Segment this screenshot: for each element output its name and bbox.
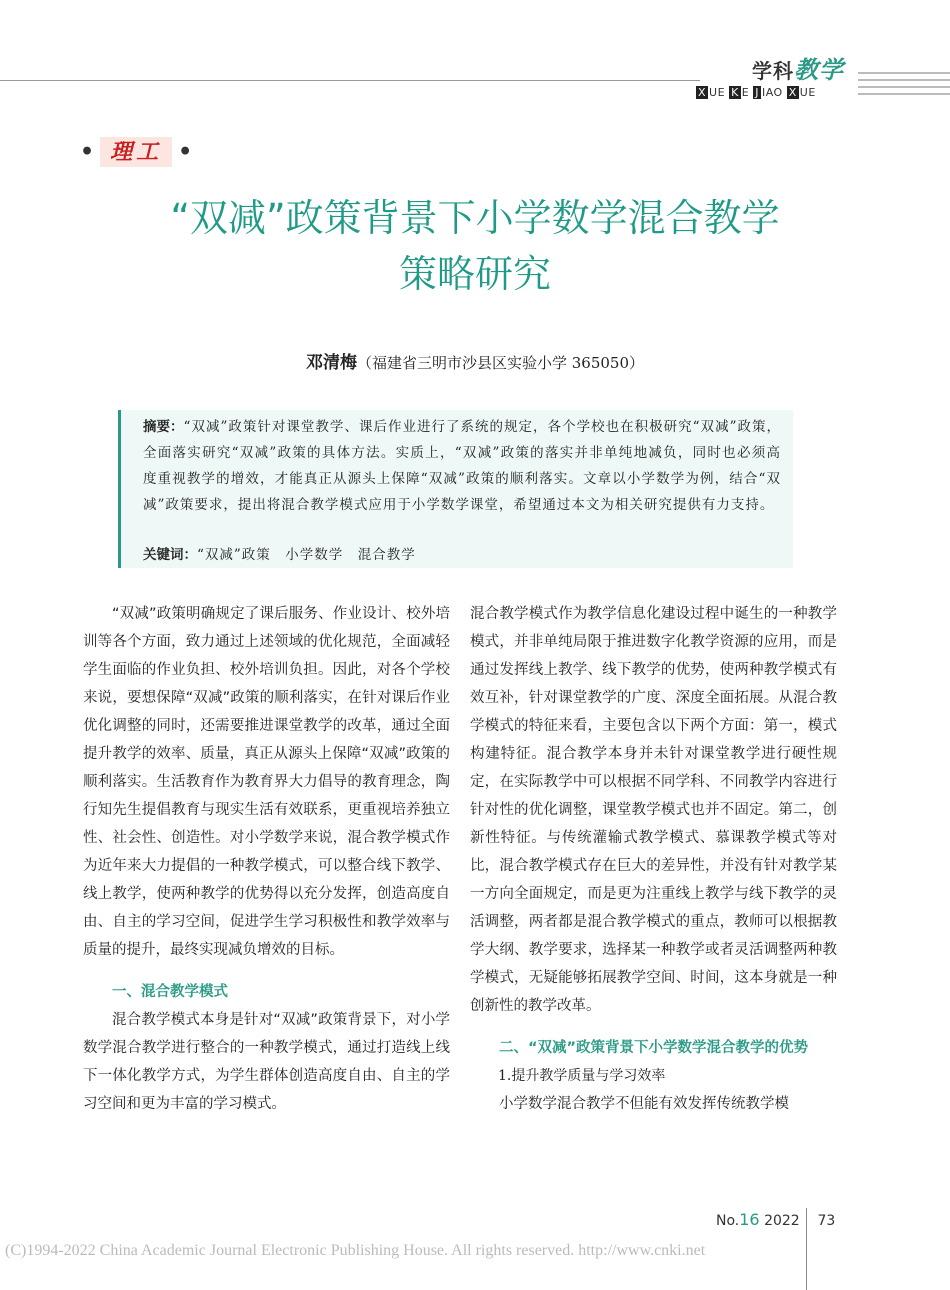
journal-brand bbox=[752, 50, 844, 85]
issue-year: 2022 bbox=[764, 1213, 800, 1229]
header-rule bbox=[0, 80, 700, 81]
brand-part1: 学科 bbox=[752, 59, 794, 83]
author-line bbox=[0, 348, 950, 373]
paragraph: 混合教学模式本身是针对“双减”政策背景下，对小学数学混合教学进行整合的一种教学模式，通过打造线上线下一体化教学方式，为学生群体创造高度自由、自主的学习空间和更为丰富的学习模式。 bbox=[83, 1012, 450, 1112]
issue-prefix: No. bbox=[716, 1213, 740, 1229]
brand-pinyin bbox=[696, 86, 816, 99]
body-left-column bbox=[83, 600, 450, 1118]
issue-number: 16 bbox=[739, 1210, 760, 1229]
keywords bbox=[143, 542, 416, 568]
paragraph: “双减”政策明确规定了课后服务、作业设计、校外培训等各个方面，致力通过上述领域的优化规范，全面减轻学生面临的作业负担、校外培训负担。因此，对各个学校来说，要想保障“双减”政策的顺利落实，在针对课后作业优化调整的同时，还需要推进课堂教学的改革，通过全面提升教学的效率、质量，真正从源头上保障“双减”政策的顺利落实。生活教育作为教育界大力倡导的教育理念，陶行知先生提倡教育与现实生活有效联系，更重视培养独立性、社会性、创造性。对小学数学来说，混合教学模式作为近年来大力提倡的一种教学模式，可以整合线下教学、线上教学，使两种教学的优势得以充分发挥，创造高度自由、自主的学习空间，促进学生学习积极性和教学效率与质量的提升，最终实现减负增效的目标。 bbox=[83, 606, 450, 958]
pinyin-rest: IAO bbox=[761, 86, 783, 99]
subsection-heading: 1.提升教学质量与学习效率 bbox=[498, 1068, 666, 1084]
pinyin-rest: UE bbox=[709, 86, 726, 99]
section-tag bbox=[80, 135, 192, 166]
copyright-watermark: (C)1994-2022 China Academic Journal Electronic Publishing House. All rights reserved. http://www.cnki.net bbox=[5, 1242, 706, 1259]
abstract-label: 摘要： bbox=[143, 419, 184, 435]
pinyin-box: J bbox=[755, 86, 759, 99]
pinyin-rest: E bbox=[741, 86, 750, 99]
pinyin-rest: UE bbox=[799, 86, 816, 99]
section-heading: 二、“双减”政策背景下小学数学混合教学的优势 bbox=[499, 1040, 809, 1056]
page-number: 73 bbox=[817, 1213, 836, 1229]
author-affiliation: （福建省三明市沙县区实验小学 365050） bbox=[356, 354, 645, 372]
author-name: 邓清梅 bbox=[305, 353, 357, 373]
paragraph: 小学数学混合教学不但能有效发挥传统教学模 bbox=[499, 1096, 789, 1112]
section-tag-label: 理工 bbox=[100, 137, 172, 167]
bullet-icon: • bbox=[178, 139, 193, 165]
brand-decor-lines bbox=[858, 72, 950, 100]
bullet-icon: • bbox=[80, 139, 95, 165]
title-line-2: 策略研究 bbox=[398, 252, 551, 296]
pinyin-box: K bbox=[731, 86, 739, 99]
pinyin-box: X bbox=[698, 86, 707, 99]
paragraph: 混合教学模式作为教学信息化建设过程中诞生的一种教学模式，并非单纯局限于推进数字化教学资源的应用，而是通过发挥线上教学、线下教学的优势，使两种教学模式有效互补，针对课堂教学的广度、深度全面拓展。从混合教学模式的特征来看，主要包含以下两个方面：第一，模式构建特征。混合教学本身并未针对课堂教学进行硬性规定，在实际教学中可以根据不同学科、不同教学内容进行针对性的优化调整，课堂教学模式也并不固定。第二，创新性特征。与传统灌输式教学模式、慕课教学模式等对比，混合教学模式存在巨大的差异性，并没有针对教学某一方向全面规定，而是更为注重线上教学与线下教学的灵活调整，两者都是混合教学模式的重点，教师可以根据教学大纲、教学要求，选择某一种教学或者灵活调整两种教学模式，无疑能够拓展教学空间、时间，这本身就是一种创新性的教学改革。 bbox=[470, 606, 837, 1014]
keywords-text: “双减”政策 小学数学 混合教学 bbox=[197, 547, 416, 563]
title-line-1: “双减”政策背景下小学数学混合教学 bbox=[170, 196, 780, 240]
keywords-label: 关键词： bbox=[143, 547, 197, 563]
pinyin-box: X bbox=[788, 86, 797, 99]
footer-page-info bbox=[716, 1210, 835, 1229]
article-title bbox=[0, 190, 950, 302]
abstract-text: “双减”政策针对课堂教学、课后作业进行了系统的规定，各个学校也在积极研究“双减”政策，全面落实研究“双减”政策的具体方法。实质上，“双减”政策的落实并非单纯地减负，同时也必须高度重视教学的增效，才能真正从源头上保障“双减”政策的顺利落实。文章以小学数学为例，结合“双减”政策要求，提出将混合教学模式应用于小学数学课堂，希望通过本文为相关研究提供有力支持。 bbox=[143, 419, 782, 513]
body-right-column bbox=[470, 600, 837, 1118]
section-heading: 一、混合教学模式 bbox=[112, 984, 228, 1000]
footer-divider bbox=[806, 1208, 807, 1290]
brand-part2: 教学 bbox=[794, 56, 844, 84]
abstract bbox=[143, 414, 781, 518]
